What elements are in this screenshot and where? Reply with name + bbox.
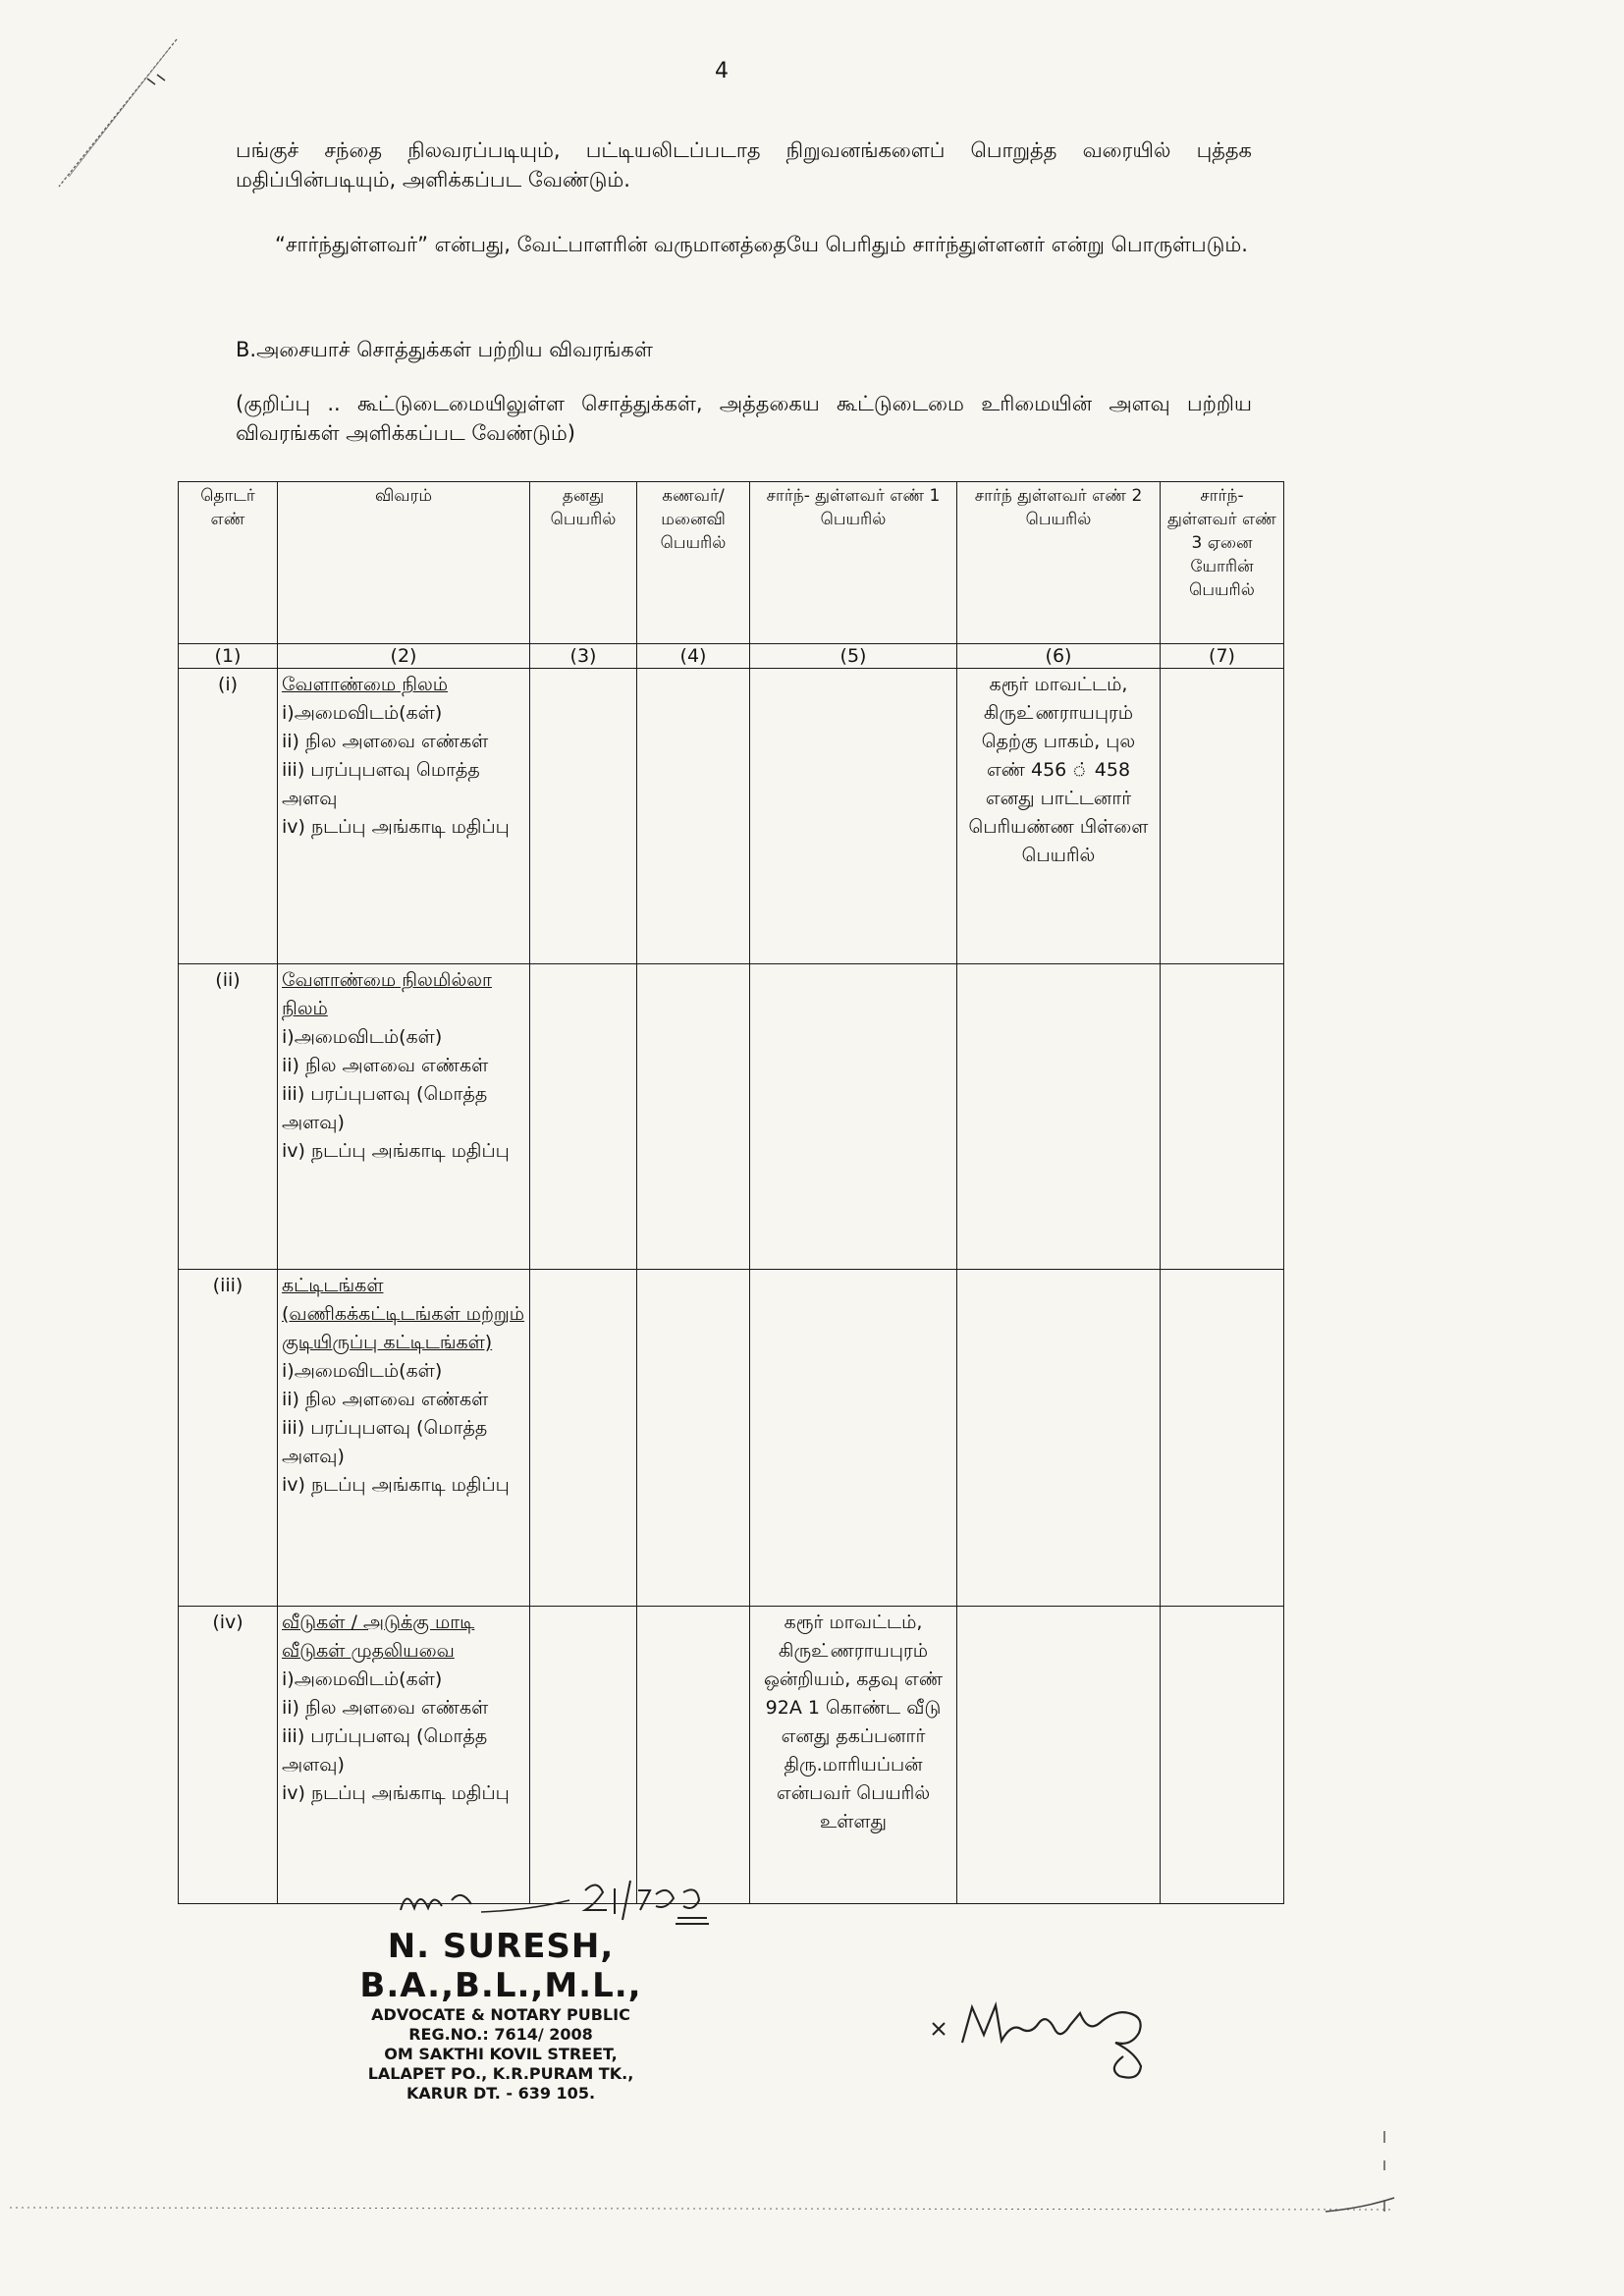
cell-self — [530, 669, 637, 964]
row-item: iv) நடப்பு அங்காடி மதிப்பு — [282, 1782, 510, 1804]
row-item: iv) நடப்பு அங்காடி மதிப்பு — [282, 816, 510, 838]
cell-dependent-1 — [750, 669, 957, 964]
cell-dependent-1 — [750, 964, 957, 1270]
header-dependent-1: சார்ந்- துள்ளவர் எண் 1 பெயரில் — [750, 482, 957, 644]
cell-self — [530, 1607, 637, 1904]
column-number: (4) — [637, 644, 750, 669]
row-item: iii) பரப்புபளவு (மொத்த அளவு) — [282, 1417, 488, 1467]
immovable-assets-table — [178, 481, 1284, 1904]
row-title: வேளாண்மை நிலமில்லா நிலம் — [282, 969, 492, 1019]
header-spouse: கணவர்/ மனைவி பெயரில் — [637, 482, 750, 644]
row-item: i)அமைவிடம்(கள்) — [282, 1360, 443, 1382]
table-row — [179, 669, 1284, 964]
cell-dependent-3 — [1161, 669, 1284, 964]
stamp-line: OM SAKTHI KOVIL STREET, — [384, 2045, 618, 2063]
row-item: iii) பரப்புபளவு (மொத்த அளவு) — [282, 1083, 488, 1133]
cell-dependent-1 — [750, 1270, 957, 1607]
stamp-line: REG.NO.: 7614/ 2008 — [408, 2025, 593, 2044]
stamp-name: N. SURESH, B.A.,B.L.,M.L., — [359, 1927, 642, 2005]
cell-dependent-2 — [957, 669, 1161, 964]
table-header-row — [179, 482, 1284, 644]
column-number: (1) — [179, 644, 278, 669]
header-dependent-2: சார்ந் துள்ளவர் எண் 2 பெயரில் — [957, 482, 1161, 644]
header-description: விவரம் — [278, 482, 530, 644]
row-item: i)அமைவிடம்(கள்) — [282, 1026, 443, 1048]
header-serial: தொடர் எண் — [179, 482, 278, 644]
row-item: iv) நடப்பு அங்காடி மதிப்பு — [282, 1474, 510, 1496]
row-item: ii) நில அளவை எண்கள் — [282, 731, 489, 752]
row-description — [278, 1607, 530, 1904]
stamp-line: LALAPET PO., K.R.PURAM TK., — [367, 2064, 634, 2083]
row-description — [278, 1270, 530, 1607]
header-dependent-3: சார்ந்- துள்ளவர் எண் 3 ஏனை யோரின் பெயரில் — [1161, 482, 1284, 644]
handwritten-signature — [923, 1984, 1218, 2092]
scan-edge-noise — [10, 2190, 1404, 2219]
row-description — [278, 964, 530, 1270]
cell-self — [530, 1270, 637, 1607]
cell-note: கரூர் மாவட்டம், கிருஉ்ணராயபுரம் தெற்கு பாகம், புல எண் 456 ் 458 எனது பாட்டனார் பெரியண்ண பிள்ளை பெயரில் — [968, 674, 1149, 866]
paragraph-joint-ownership-note: (குறிப்பு .. கூட்டுடைமையிலுள்ள சொத்துக்கள், அத்தகைய கூட்டுடைமை உரிமையின் அளவு பற்றிய விவரங்கள் அளிக்கப்பட வேண்டும்) — [236, 392, 1252, 445]
row-title: கட்டிடங்கள் (வணிகக்கட்டிடங்கள் மற்றும் குடியிருப்பு கட்டிடங்கள்) — [282, 1275, 525, 1353]
cell-spouse — [637, 669, 750, 964]
page-number: 4 — [715, 59, 729, 83]
row-item: iii) பரப்புபளவு (மொத்த அளவு) — [282, 1725, 488, 1776]
cell-dependent-3 — [1161, 964, 1284, 1270]
row-item: ii) நில அளவை எண்கள் — [282, 1697, 489, 1719]
row-serial: (i) — [179, 669, 278, 964]
row-serial: (ii) — [179, 964, 278, 1270]
row-title: வேளாண்மை நிலம் — [282, 674, 449, 695]
cell-dependent-1 — [750, 1607, 957, 1904]
cell-spouse — [637, 964, 750, 1270]
row-serial: (iii) — [179, 1270, 278, 1607]
column-number: (3) — [530, 644, 637, 669]
row-item: iv) நடப்பு அங்காடி மதிப்பு — [282, 1140, 510, 1162]
notary-stamp — [295, 1927, 707, 2104]
cell-dependent-2 — [957, 964, 1161, 1270]
cell-note: கரூர் மாவட்டம், கிருஉ்ணராயபுரம் ஒன்றியம், கதவு எண் 92A 1 கொண்ட வீடு எனது தகப்பனார் திரு.மாரியப்பன் என்பவர் பெயரில் உள்ளது — [763, 1612, 944, 1832]
paragraph-dependent-definition: “சார்ந்துள்ளவர்” என்பது, வேட்பாளரின் வருமானத்தையே பெரிதும் சார்ந்துள்ளனர் என்று பொருள்படும். — [275, 233, 1248, 256]
scan-pen-stroke — [39, 29, 187, 196]
cell-spouse — [637, 1607, 750, 1904]
row-title: வீடுகள் / அடுக்கு மாடி வீடுகள் முதலியவை — [282, 1612, 475, 1662]
stamp-line: ADVOCATE & NOTARY PUBLIC — [371, 2005, 630, 2024]
section-heading-immovable-assets: B.அசையாச் சொத்துக்கள் பற்றிய விவரங்கள் — [236, 338, 653, 361]
row-description — [278, 669, 530, 964]
cell-dependent-3 — [1161, 1270, 1284, 1607]
row-serial: (iv) — [179, 1607, 278, 1904]
column-number: (7) — [1161, 644, 1284, 669]
row-item: ii) நில அளவை எண்கள் — [282, 1389, 489, 1410]
row-item: ii) நில அளவை எண்கள் — [282, 1055, 489, 1076]
header-self: தனது பெயரில் — [530, 482, 637, 644]
cell-dependent-3 — [1161, 1607, 1284, 1904]
cell-spouse — [637, 1270, 750, 1607]
cell-dependent-2 — [957, 1270, 1161, 1607]
paragraph-valuation: பங்குச் சந்தை நிலவரப்படியும், பட்டியலிடப்படாத நிறுவனங்களைப் பொறுத்த வரையில் புத்தக மதிப்பின்படியும், அளிக்கப்பட வேண்டும். — [236, 138, 1252, 191]
column-number: (6) — [957, 644, 1161, 669]
column-number-row — [179, 644, 1284, 669]
row-item: i)அமைவிடம்(கள்) — [282, 702, 443, 724]
table-row — [179, 1270, 1284, 1607]
cell-self — [530, 964, 637, 1270]
cell-dependent-2 — [957, 1607, 1161, 1904]
column-number: (2) — [278, 644, 530, 669]
row-item: i)அமைவிடம்(கள்) — [282, 1668, 443, 1690]
table-row — [179, 964, 1284, 1270]
stamp-line: KARUR DT. - 639 105. — [406, 2084, 596, 2103]
column-number: (5) — [750, 644, 957, 669]
table-row — [179, 1607, 1284, 1904]
row-item: iii) பரப்புபளவு மொத்த அளவு — [282, 759, 480, 809]
scan-edge-ticks — [1375, 2131, 1394, 2219]
